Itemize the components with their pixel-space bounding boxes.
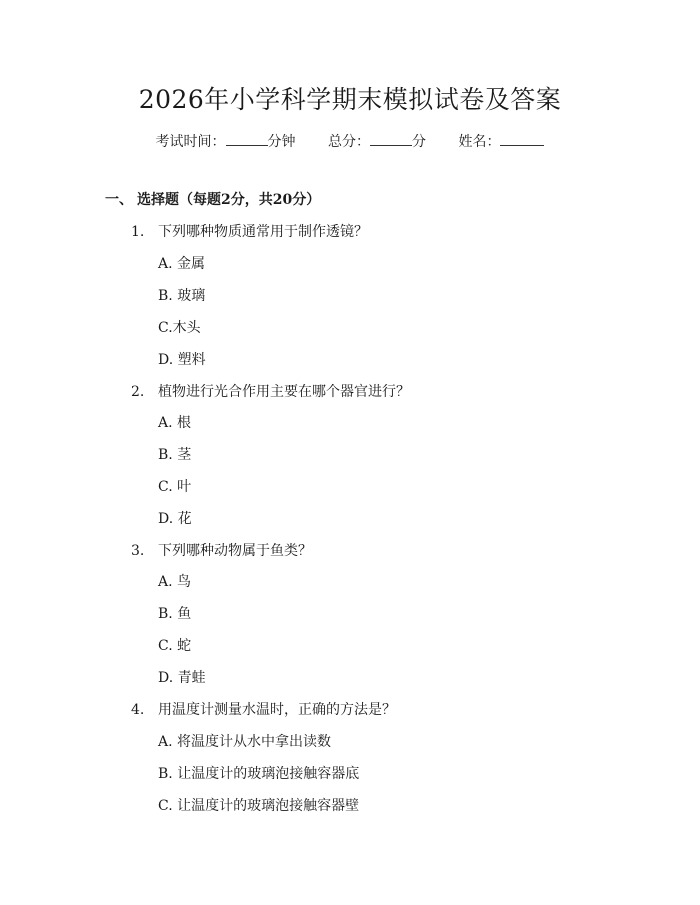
section-title: 选择题（每题2分，共20分） xyxy=(137,192,321,208)
question-number: 3. xyxy=(131,543,145,559)
total-score-label: 总分： xyxy=(328,134,370,150)
total-score-field xyxy=(328,131,426,151)
question-4-option-b: B. 让温度计的玻璃泡接触容器底 xyxy=(158,766,360,782)
question-number: 2. xyxy=(131,384,145,400)
exam-info-line xyxy=(0,131,700,151)
question-1-option-b: B. 玻璃 xyxy=(158,288,206,304)
question-text: 下列哪种物质通常用于制作透镜？ xyxy=(158,224,368,240)
question-2-option-d: D. 花 xyxy=(158,511,192,527)
question-2-option-b: B. 茎 xyxy=(158,447,192,463)
question-2 xyxy=(131,383,410,401)
section-number: 一、 xyxy=(105,192,133,208)
question-1-option-c: C.木头 xyxy=(158,320,201,336)
question-2-option-c: C. 叶 xyxy=(158,479,192,495)
question-3-option-a: A. 鸟 xyxy=(158,574,192,590)
exam-time-field xyxy=(156,131,296,151)
question-4 xyxy=(131,701,396,719)
question-3-option-d: D. 青蛙 xyxy=(158,670,206,686)
question-number: 1. xyxy=(131,224,145,240)
question-4-option-a: A. 将温度计从水中拿出读数 xyxy=(158,734,332,750)
exam-time-unit: 分钟 xyxy=(267,134,296,150)
exam-time-label: 考试时间： xyxy=(155,134,226,150)
question-1-option-d: D. 塑料 xyxy=(158,352,206,368)
question-text: 下列哪种动物属于鱼类？ xyxy=(158,543,312,559)
question-4-option-c: C. 让温度计的玻璃泡接触容器壁 xyxy=(158,798,360,814)
question-2-option-a: A. 根 xyxy=(158,415,192,431)
question-3-option-c: C. 蛇 xyxy=(158,638,192,654)
student-name-blank xyxy=(500,131,544,146)
student-name-field xyxy=(458,131,544,151)
student-name-label: 姓名： xyxy=(458,134,501,150)
question-text: 用温度计测量水温时，正确的方法是？ xyxy=(158,702,396,718)
question-text: 植物进行光合作用主要在哪个器官进行？ xyxy=(158,384,410,400)
question-1 xyxy=(131,223,368,241)
question-3 xyxy=(131,542,312,560)
section-heading xyxy=(105,191,320,209)
total-score-unit: 分 xyxy=(412,134,426,150)
question-number: 4. xyxy=(131,702,145,718)
exam-time-blank xyxy=(226,131,268,146)
page-title: 2026年小学科学期末模拟试卷及答案 xyxy=(138,85,562,114)
question-1-option-a: A. 金属 xyxy=(158,256,206,272)
total-score-blank xyxy=(370,131,412,146)
question-3-option-b: B. 鱼 xyxy=(158,606,192,622)
